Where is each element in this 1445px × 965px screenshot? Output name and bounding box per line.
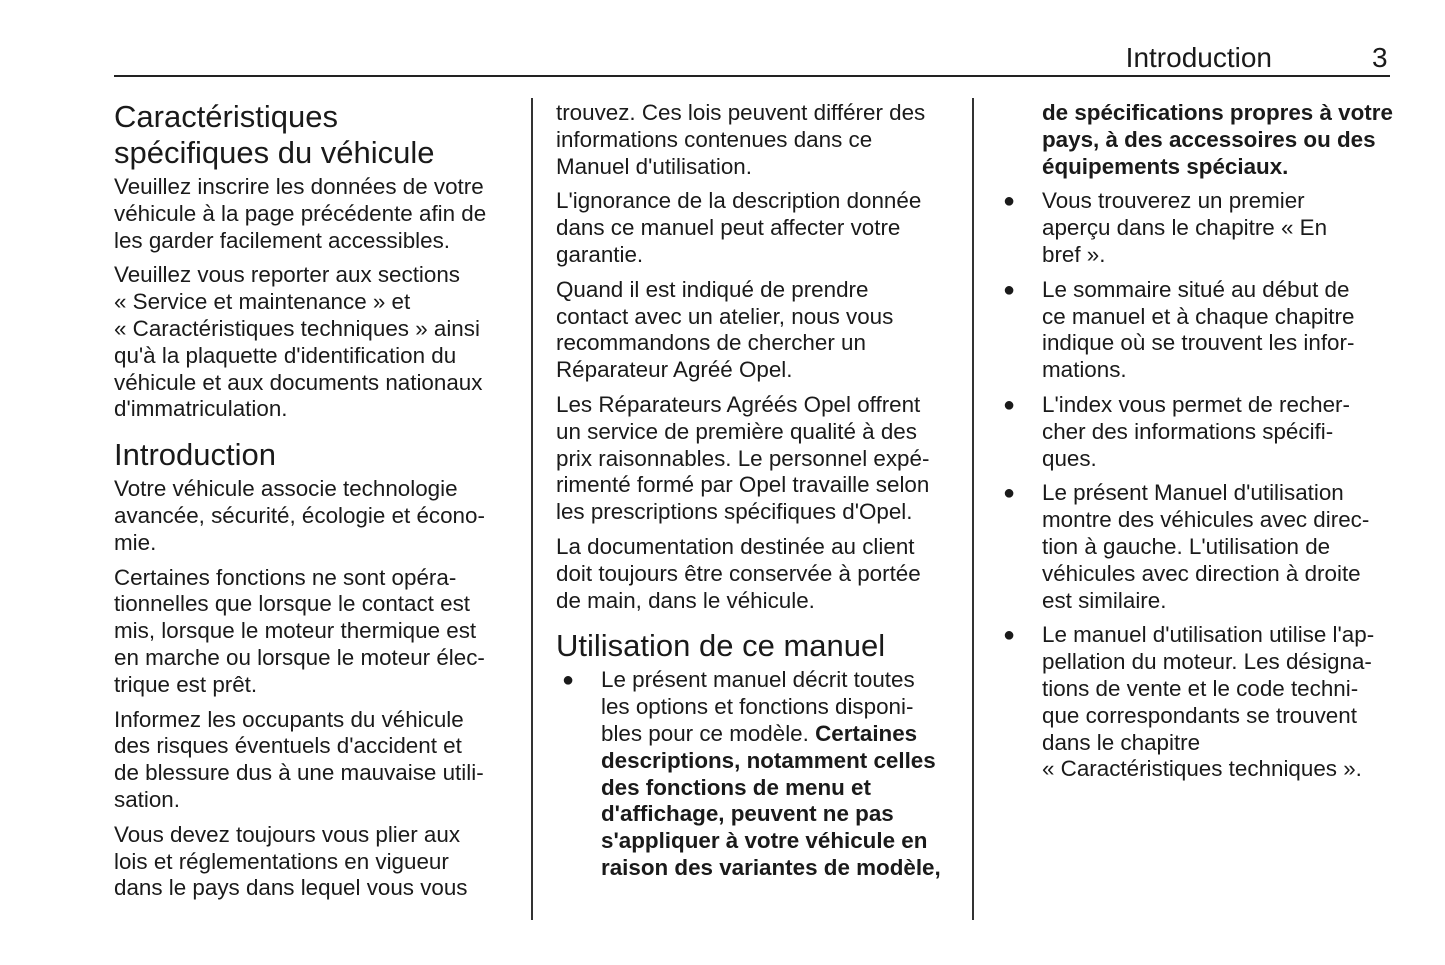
text-line bbox=[601, 801, 941, 828]
text-line: mations. bbox=[1042, 357, 1127, 383]
text-line bbox=[601, 748, 941, 775]
text-line bbox=[601, 775, 941, 802]
text-line: tion à gauche. L'utilisation de bbox=[1042, 533, 1331, 559]
paragraph bbox=[997, 100, 1393, 180]
column-2 bbox=[556, 100, 941, 890]
paragraph bbox=[556, 188, 941, 268]
text-line: de blessure dus à une mauvaise utili- bbox=[114, 760, 484, 786]
text-line: les prescriptions spécifiques d'Opel. bbox=[556, 499, 913, 525]
text-line bbox=[601, 828, 941, 855]
column-3 bbox=[997, 100, 1393, 791]
text-line: « Caractéristiques techniques » ainsi bbox=[114, 315, 480, 341]
text-line: Réparateur Agréé Opel. bbox=[556, 357, 793, 383]
text-line: tions de vente et le code techni- bbox=[1042, 675, 1359, 701]
text-line: Caractéristiques bbox=[114, 99, 338, 134]
bullet-item bbox=[997, 188, 1393, 268]
text-line: L'index vous permet de recher- bbox=[1042, 391, 1350, 417]
text-line: Quand il est indiqué de prendre bbox=[556, 276, 869, 302]
paragraph bbox=[114, 262, 486, 423]
column-divider bbox=[972, 98, 974, 920]
text-line: mis, lorsque le moteur thermique est bbox=[114, 618, 477, 644]
text-line: des risques éventuels d'accident et bbox=[114, 733, 462, 759]
text-line: « Caractéristiques techniques ». bbox=[1042, 756, 1362, 782]
text-line: qu'à la plaquette d'identification du bbox=[114, 342, 457, 368]
text-line: Le présent Manuel d'utilisation bbox=[1042, 480, 1344, 506]
text-line bbox=[1042, 127, 1393, 154]
text-line: en marche ou lorsque le moteur élec- bbox=[114, 644, 485, 670]
section-heading bbox=[114, 437, 486, 473]
text-line: dans ce manuel peut affecter votre bbox=[556, 215, 901, 241]
text-line: Votre véhicule associe technologie bbox=[114, 476, 458, 502]
paragraph bbox=[114, 707, 486, 814]
text-line: dans le pays dans lequel vous vous bbox=[114, 875, 468, 901]
text-line: est similaire. bbox=[1042, 587, 1167, 613]
text-line: rimenté formé par Opel travaille selon bbox=[556, 472, 930, 498]
bullet-item bbox=[556, 667, 941, 881]
bullet-item bbox=[997, 277, 1393, 384]
text-line: montre des véhicules avec direc- bbox=[1042, 507, 1370, 533]
text-line: mie. bbox=[114, 529, 157, 555]
text-run: bles pour ce modèle. bbox=[601, 720, 816, 746]
text-line: Le sommaire situé au début de bbox=[1042, 276, 1350, 302]
text-line: de main, dans le véhicule. bbox=[556, 587, 815, 613]
bullet-item bbox=[997, 392, 1393, 472]
text-line: recommandons de chercher un bbox=[556, 330, 866, 356]
bold-text-run: d'affichage, peuvent ne pas bbox=[601, 801, 894, 827]
bold-text-run: raison des variantes de modèle, bbox=[601, 854, 941, 880]
paragraph bbox=[556, 100, 941, 180]
text-line: dans le chapitre bbox=[1042, 729, 1201, 755]
text-line: trouvez. Ces lois peuvent différer des bbox=[556, 100, 926, 125]
bullet-icon: ● bbox=[1003, 482, 1016, 505]
text-line: Utilisation de ce manuel bbox=[556, 628, 886, 664]
text-line: Le présent manuel décrit toutes bbox=[601, 667, 915, 693]
text-line: L'ignorance de la description donnée bbox=[556, 188, 922, 214]
bold-text-run: de spécifications propres à votre bbox=[1042, 100, 1393, 125]
text-line: informations contenues dans ce bbox=[556, 126, 873, 152]
text-line: La documentation destinée au client bbox=[556, 533, 915, 559]
text-line: Certaines fonctions ne sont opéra- bbox=[114, 564, 457, 590]
text-line: d'immatriculation. bbox=[114, 396, 288, 422]
text-line: trique est prêt. bbox=[114, 671, 258, 697]
bullet-icon: ● bbox=[1003, 190, 1016, 213]
text-line bbox=[1042, 154, 1393, 181]
text-line: aperçu dans le chapitre « En bbox=[1042, 215, 1328, 241]
text-line: véhicules avec direction à droite bbox=[1042, 560, 1361, 586]
text-line: Le manuel d'utilisation utilise l'ap- bbox=[1042, 622, 1375, 648]
paragraph bbox=[114, 565, 486, 699]
text-line: Manuel d'utilisation. bbox=[556, 153, 752, 179]
bullet-item bbox=[997, 480, 1393, 614]
bold-text-run: s'appliquer à votre véhicule en bbox=[601, 828, 928, 854]
text-line: Informez les occupants du véhicule bbox=[114, 706, 464, 732]
text-line: Les Réparateurs Agréés Opel offrent bbox=[556, 391, 921, 417]
section-heading bbox=[114, 99, 486, 171]
column-1 bbox=[114, 99, 486, 910]
text-line: pellation du moteur. Les désigna- bbox=[1042, 649, 1372, 675]
text-line: véhicule et aux documents nationaux bbox=[114, 369, 483, 395]
text-line bbox=[601, 721, 941, 748]
text-line: cher des informations spécifi- bbox=[1042, 418, 1334, 444]
text-line: « Service et maintenance » et bbox=[114, 289, 411, 315]
text-line: un service de première qualité à des bbox=[556, 418, 917, 444]
text-line: sation. bbox=[114, 786, 180, 812]
text-line: ce manuel et à chaque chapitre bbox=[1042, 303, 1355, 329]
bullet-icon: ● bbox=[1003, 278, 1016, 301]
section-heading bbox=[556, 628, 941, 664]
text-line: Introduction bbox=[114, 437, 276, 473]
text-line: ques. bbox=[1042, 445, 1097, 471]
text-line: tionnelles que lorsque le contact est bbox=[114, 591, 470, 617]
bold-text-run: Certaines bbox=[815, 720, 918, 746]
text-line: Veuillez inscrire les données de votre bbox=[114, 174, 484, 199]
bullet-icon: ● bbox=[562, 669, 575, 692]
text-line: indique où se trouvent les infor- bbox=[1042, 330, 1355, 356]
text-line: lois et réglementations en vigueur bbox=[114, 848, 449, 874]
bullet-item bbox=[997, 622, 1393, 783]
text-line: les options et fonctions disponi- bbox=[601, 694, 914, 720]
paragraph bbox=[114, 822, 486, 902]
text-line: doit toujours être conservée à portée bbox=[556, 560, 921, 586]
text-line: garantie. bbox=[556, 241, 644, 267]
text-line: que correspondants se trouvent bbox=[1042, 702, 1357, 728]
bullet-icon: ● bbox=[1003, 624, 1016, 647]
page-number: 3 bbox=[1372, 42, 1388, 73]
text-line: Veuillez vous reporter aux sections bbox=[114, 262, 460, 288]
text-line: avancée, sécurité, écologie et écono- bbox=[114, 502, 485, 528]
header-rule bbox=[114, 75, 1390, 77]
text-line: prix raisonnables. Le personnel expé- bbox=[556, 445, 930, 471]
text-line: contact avec un atelier, nous vous bbox=[556, 303, 894, 329]
text-line: spécifiques du véhicule bbox=[114, 135, 435, 170]
bullet-icon: ● bbox=[1003, 393, 1016, 416]
text-line: Vous trouverez un premier bbox=[1042, 188, 1305, 214]
text-line: véhicule à la page précédente afin de bbox=[114, 200, 487, 226]
paragraph bbox=[114, 476, 486, 556]
text-line: bref ». bbox=[1042, 241, 1106, 267]
text-line: les garder facilement accessibles. bbox=[114, 227, 451, 253]
bold-text-run: des fonctions de menu et bbox=[601, 774, 871, 800]
column-divider bbox=[531, 98, 533, 920]
text-line bbox=[1042, 100, 1393, 127]
bold-text-run: équipements spéciaux. bbox=[1042, 153, 1289, 179]
paragraph bbox=[556, 277, 941, 384]
paragraph bbox=[114, 174, 486, 254]
text-line bbox=[601, 855, 941, 882]
bold-text-run: pays, à des accessoires ou des bbox=[1042, 126, 1376, 152]
paragraph bbox=[556, 392, 941, 526]
header-title: Introduction bbox=[1125, 42, 1272, 73]
text-line: Vous devez toujours vous plier aux bbox=[114, 821, 461, 847]
paragraph bbox=[556, 534, 941, 614]
bold-text-run: descriptions, notamment celles bbox=[601, 747, 936, 773]
